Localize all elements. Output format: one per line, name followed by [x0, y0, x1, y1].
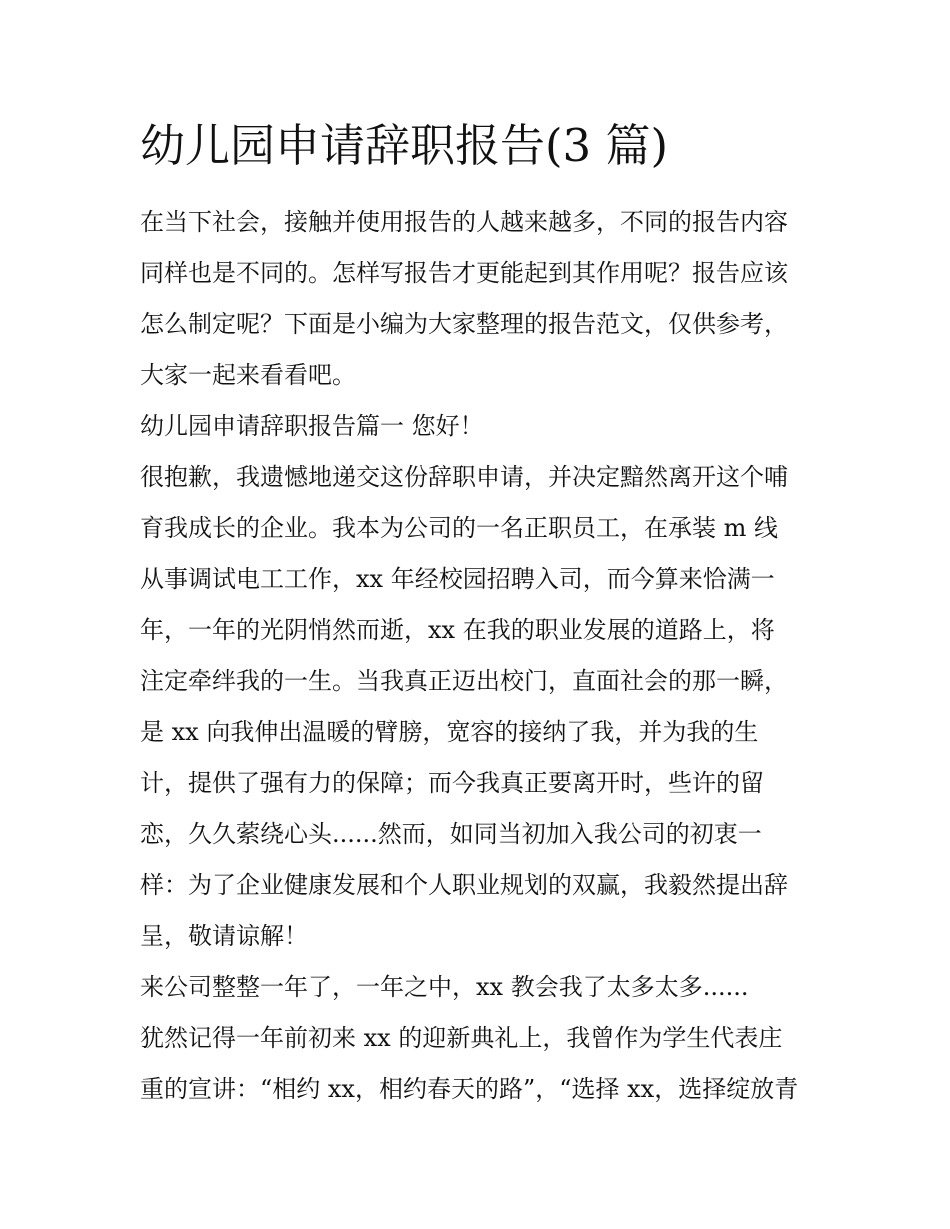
- text-line: 犹然记得一年前初来 xx 的迎新典礼上，我曾作为学生代表庄: [140, 1024, 783, 1052]
- document-title: 幼儿园申请辞职报告(3 篇): [140, 119, 669, 172]
- text-line: 年，一年的光阴悄然而逝，xx 在我的职业发展的道路上，将: [140, 616, 775, 644]
- text-line: 样：为了企业健康发展和个人职业规划的双赢，我毅然提出辞: [140, 871, 788, 899]
- text-line: 在当下社会，接触并使用报告的人越来越多，不同的报告内容: [140, 208, 788, 236]
- text-line: 很抱歉，我遗憾地递交这份辞职申请，并决定黯然离开这个哺: [140, 463, 788, 491]
- text-line: 计，提供了强有力的保障；而今我真正要离开时，些许的留: [140, 769, 764, 797]
- document-body: [140, 197, 820, 1115]
- section-heading: 幼儿园申请辞职报告篇一 您好！: [140, 412, 484, 440]
- text-line: 来公司整整一年了，一年之中，xx 教会我了太多太多......: [140, 973, 749, 1001]
- text-line: 大家一起来看看吧。: [140, 361, 356, 389]
- text-line: 从事调试电工工作，xx 年经校园招聘入司，而今算来恰满一: [140, 565, 775, 593]
- text-line: 育我成长的企业。我本为公司的一名正职员工，在承装 m 线: [140, 514, 779, 542]
- text-line: 同样也是不同的。怎样写报告才更能起到其作用呢？报告应该: [140, 259, 788, 287]
- text-line: 怎么制定呢？下面是小编为大家整理的报告范文，仅供参考，: [140, 310, 788, 338]
- text-line: 呈，敬请谅解！: [140, 922, 308, 950]
- text-line: 恋，久久萦绕心头......然而，如同当初加入我公司的初衷一: [140, 820, 762, 848]
- text-line: 重的宣讲：“相约 xx，相约春天的路”，“选择 xx，选择绽放青: [140, 1075, 799, 1103]
- text-line: 是 xx 向我伸出温暖的臂膀，宽容的接纳了我，并为我的生: [140, 718, 759, 746]
- text-line: 注定牵绊我的一生。当我真正迈出校门，直面社会的那一瞬，: [140, 667, 788, 695]
